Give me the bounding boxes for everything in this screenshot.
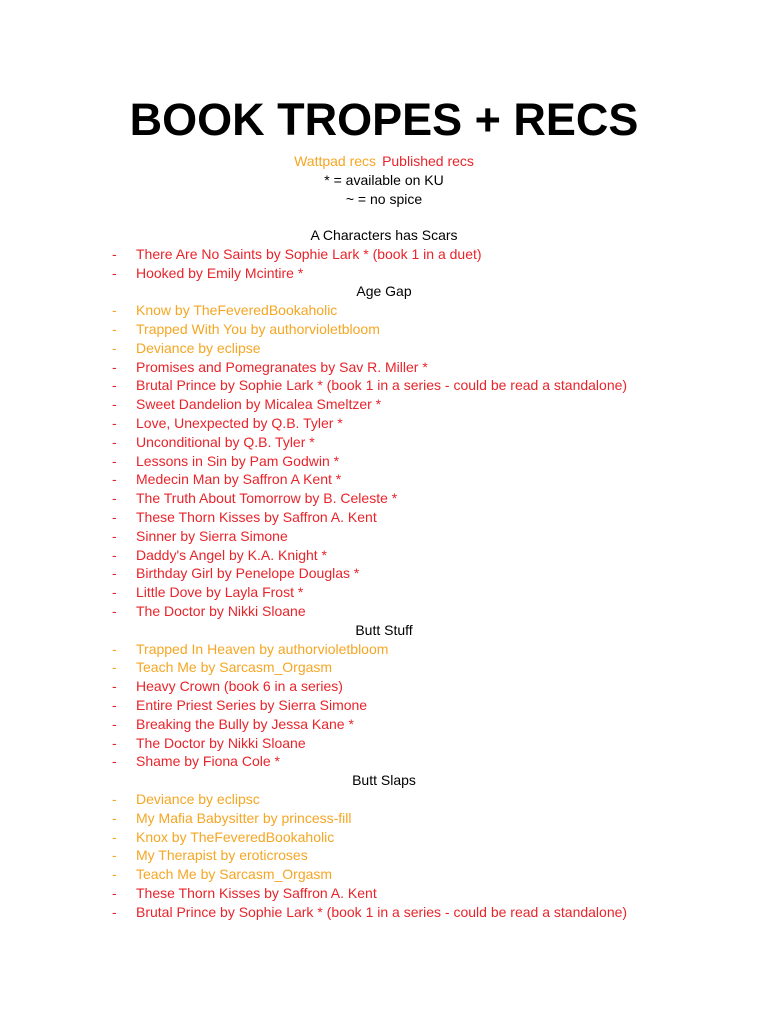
list-item — [0, 301, 768, 320]
list-bullet: - — [112, 452, 117, 469]
list-bullet: - — [112, 245, 117, 262]
list-bullet: - — [112, 302, 117, 319]
list-bullet: - — [112, 433, 117, 450]
list-item — [0, 865, 768, 884]
list-bullet: - — [112, 753, 117, 770]
book-rec-text: Trapped With You by authorvioletbloom — [136, 320, 380, 337]
list-bullet: - — [112, 866, 117, 883]
list-item — [0, 677, 768, 696]
legend-wattpad-label: Wattpad recs — [294, 153, 377, 169]
list-bullet: - — [112, 358, 117, 375]
section-heading: Butt Slaps — [352, 772, 416, 789]
list-bullet: - — [112, 809, 117, 826]
list-bullet: - — [112, 471, 117, 488]
list-bullet: - — [112, 715, 117, 732]
book-rec-text: Teach Me by Sarcasm_Orgasm — [136, 659, 333, 676]
list-bullet: - — [112, 884, 117, 901]
list-item — [0, 358, 768, 377]
book-rec-text: Know by TheFeveredBookaholic — [136, 302, 338, 319]
list-item — [0, 320, 768, 339]
list-item — [0, 433, 768, 452]
list-item — [0, 376, 768, 395]
book-rec-text: Shame by Fiona Cole * — [136, 753, 280, 770]
book-rec-text: Birthday Girl by Penelope Douglas * — [136, 565, 360, 582]
book-rec-text: Love, Unexpected by Q.B. Tyler * — [136, 414, 343, 431]
list-bullet: - — [112, 734, 117, 751]
book-rec-text: Unconditional by Q.B. Tyler * — [136, 433, 315, 450]
list-bullet: - — [112, 790, 117, 807]
list-item — [0, 658, 768, 677]
book-rec-text: Knox by TheFeveredBookaholic — [136, 828, 335, 845]
list-bullet: - — [112, 903, 117, 920]
list-bullet: - — [112, 508, 117, 525]
book-rec-text: These Thorn Kisses by Saffron A. Kent — [136, 884, 377, 901]
list-item — [0, 790, 768, 809]
book-rec-text: There Are No Saints by Sophie Lark * (book 1 in a duet) — [136, 245, 482, 262]
list-item — [0, 564, 768, 583]
section-heading: A Characters has Scars — [310, 227, 458, 243]
list-item — [0, 489, 768, 508]
list-bullet: - — [112, 414, 117, 431]
book-rec-text: The Truth About Tomorrow by B. Celeste * — [136, 490, 398, 507]
list-item — [0, 470, 768, 489]
book-rec-text: These Thorn Kisses by Saffron A. Kent — [136, 508, 377, 525]
list-bullet: - — [112, 377, 117, 394]
book-rec-text: Trapped In Heaven by authorvioletbloom — [136, 640, 389, 657]
list-bullet: - — [112, 584, 117, 601]
legend-ku-note: * = available on KU — [324, 172, 444, 188]
list-item — [0, 508, 768, 527]
list-item — [0, 527, 768, 546]
list-item — [0, 264, 768, 283]
list-bullet: - — [112, 490, 117, 507]
book-rec-text: Brutal Prince by Sophie Lark * (book 1 in a series - could be read a standalone) — [136, 377, 628, 394]
book-rec-text: Lessons in Sin by Pam Godwin * — [136, 452, 340, 469]
list-bullet: - — [112, 696, 117, 713]
list-item — [0, 696, 768, 715]
book-rec-text: Hooked by Emily Mcintire * — [136, 264, 304, 281]
book-rec-text: Daddy's Angel by K.A. Knight * — [136, 546, 328, 563]
list-bullet: - — [112, 659, 117, 676]
list-item — [0, 903, 768, 922]
list-item — [0, 640, 768, 659]
list-bullet: - — [112, 546, 117, 563]
list-item — [0, 884, 768, 903]
list-item — [0, 846, 768, 865]
book-rec-text: Deviance by eclipsc — [136, 790, 260, 807]
trope-list — [0, 226, 768, 921]
list-item — [0, 752, 768, 771]
list-item — [0, 395, 768, 414]
book-rec-text: Deviance by eclipse — [136, 339, 261, 356]
book-rec-text: Brutal Prince by Sophie Lark * (book 1 in a series - could be read a standalone) — [136, 903, 628, 920]
book-rec-text: Sinner by Sierra Simone — [136, 527, 288, 544]
list-bullet: - — [112, 527, 117, 544]
book-rec-text: Entire Priest Series by Sierra Simone — [136, 696, 368, 713]
book-rec-text: Promises and Pomegranates by Sav R. Miller * — [136, 358, 428, 375]
book-rec-text: Sweet Dandelion by Micalea Smeltzer * — [136, 396, 382, 413]
book-rec-text: Heavy Crown (book 6 in a series) — [136, 678, 343, 695]
list-item — [0, 546, 768, 565]
list-bullet: - — [112, 339, 117, 356]
list-bullet: - — [112, 264, 117, 281]
book-rec-text: Breaking the Bully by Jessa Kane * — [136, 715, 354, 732]
book-rec-text: Little Dove by Layla Frost * — [136, 584, 304, 601]
section-heading: Age Gap — [356, 283, 412, 300]
book-rec-text: My Therapist by eroticroses — [136, 847, 308, 864]
color-legend — [0, 152, 768, 170]
list-item — [0, 452, 768, 471]
list-item — [0, 602, 768, 621]
list-bullet: - — [112, 602, 117, 619]
book-rec-text: Teach Me by Sarcasm_Orgasm — [136, 866, 333, 883]
list-bullet: - — [112, 320, 117, 337]
list-bullet: - — [112, 565, 117, 582]
list-bullet: - — [112, 396, 117, 413]
legend-published-label: Published recs — [382, 153, 474, 169]
list-item — [0, 715, 768, 734]
list-item — [0, 809, 768, 828]
book-rec-text: My Mafia Babysitter by princess-fill — [136, 809, 352, 826]
section-heading: Butt Stuff — [355, 621, 413, 638]
list-item — [0, 828, 768, 847]
book-rec-text: The Doctor by Nikki Sloane — [136, 734, 306, 751]
book-rec-text: Medecin Man by Saffron A Kent * — [136, 471, 342, 488]
list-item — [0, 583, 768, 602]
page-title: BOOK TROPES + RECS — [129, 94, 639, 145]
list-item — [0, 734, 768, 753]
list-bullet: - — [112, 847, 117, 864]
list-bullet: - — [112, 640, 117, 657]
list-item — [0, 414, 768, 433]
list-item — [0, 339, 768, 358]
list-bullet: - — [112, 828, 117, 845]
legend-spice-note: ~ = no spice — [345, 191, 423, 207]
list-item — [0, 245, 768, 264]
book-rec-text: The Doctor by Nikki Sloane — [136, 602, 306, 619]
list-bullet: - — [112, 678, 117, 695]
